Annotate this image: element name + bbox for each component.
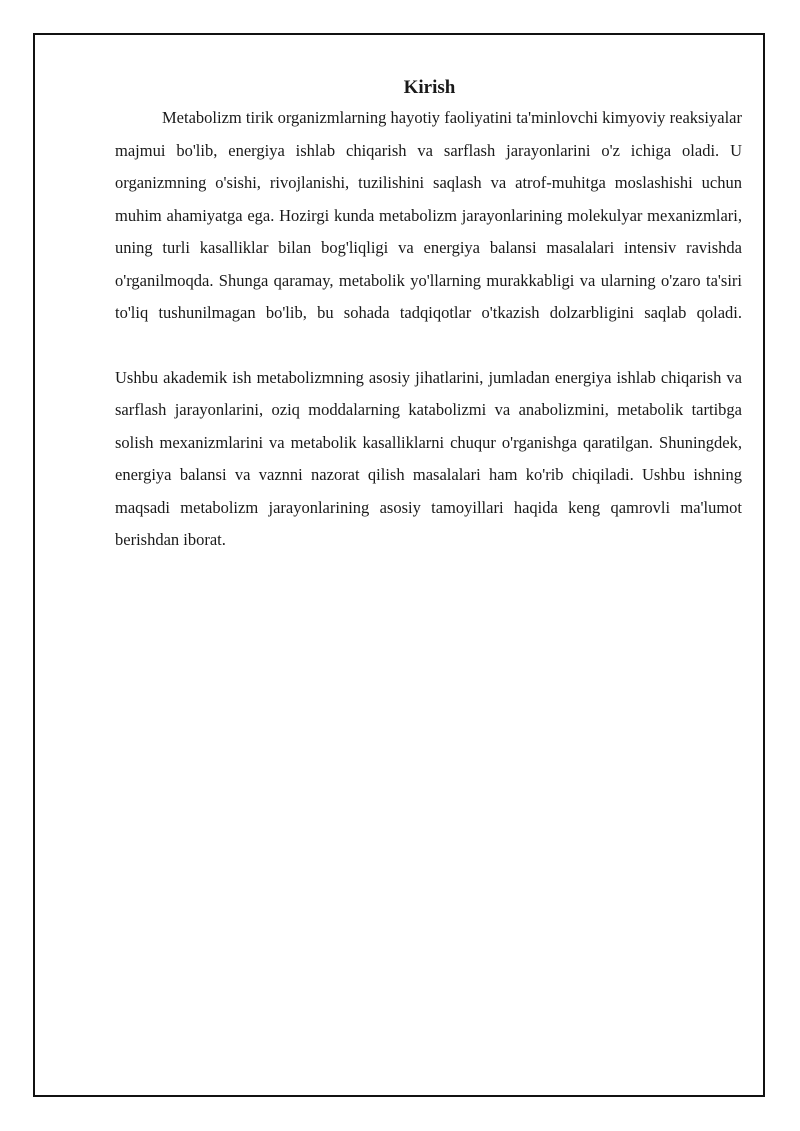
paragraph-spacer (115, 330, 742, 362)
paragraph-intro: Metabolizm tirik organizmlarning hayotiy faoliyatini ta'minlovchi kimyoviy reaksiyalar majmui bo'lib, energiya ishlab chiqarish va sarflash jarayonlarini o'z ichiga oladi. U organizmning o'sishi, rivojlanishi, tuzilishini saqlash va atrof-muhitga moslashishi uchun muhim ahamiyatga ega. Hozirgi kunda metabolizm jarayonlarining molekulyar mexanizmlari, uning turli kasalliklar bilan bog'liqligi va energiya balansi masalalari intensiv ravishda o'rganilmoqda. Shunga qaramay, metabolik yo'llarning murakkabligi va ularning o'zaro ta'siri to'liq tushunilmagan bo'lib, bu sohada tadqiqotlar o'tkazish dolzarbligini saqlab qoladi. (115, 108, 742, 322)
paragraph-aim: Ushbu akademik ish metabolizmning asosiy jihatlarini, jumladan energiya ishlab chiqarish va sarflash jarayonlarini, oziq moddalarning katabolizmi va anabolizmini, metabolik tartibga solish mexanizmlarini va metabolik kasalliklarni chuqur o'rganishga qaratilgan. Shuningdek, energiya balansi va vaznni nazorat qilish masalalari ham ko'rib chiqiladi. Ushbu ishning maqsadi metabolizm jarayonlarining asosiy tamoyillari haqida keng qamrovli ma'lumot berishdan iborat. (115, 367, 742, 549)
page-title: Kirish (403, 77, 456, 98)
document-body (115, 74, 742, 557)
